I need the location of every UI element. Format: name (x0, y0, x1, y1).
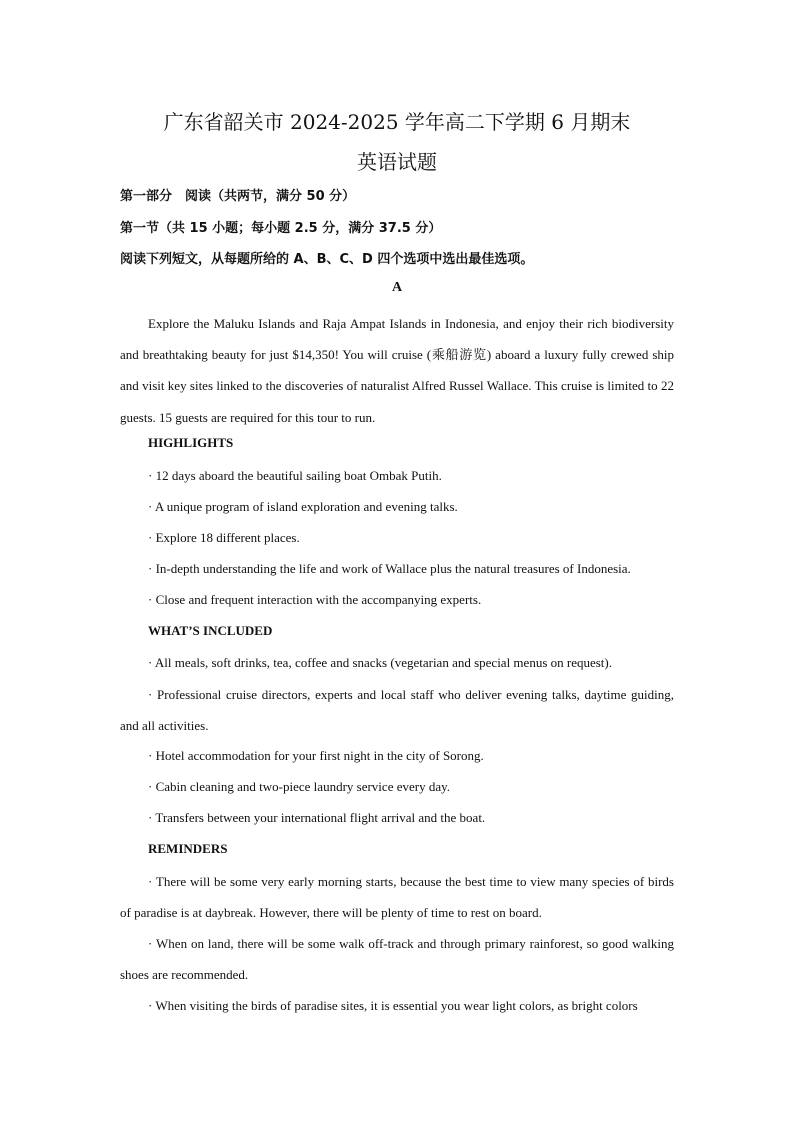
highlight-item: · Explore 18 different places. (148, 530, 300, 545)
directions: 阅读下列短文，从每题所给的 A、B、C、D 四个选项中选出最佳选项。 (120, 252, 534, 267)
passage-label: A (391, 280, 403, 295)
included-item: · All meals, soft drinks, tea, coffee and snacks (vegetarian and special menus on request). (148, 655, 612, 670)
highlight-item: · In-depth understanding the life and work of Wallace plus the natural treasures of Indonesia. (148, 561, 631, 576)
reminders-heading: REMINDERS (148, 841, 228, 856)
part-instruction: 第一部分 阅读（共两节，满分 50 分） (120, 189, 356, 204)
reminder-item: · When on land, there will be some walk off-track and through primary rainforest, so good walking shoes are recommended. (120, 936, 674, 983)
included-item: · Cabin cleaning and two-piece laundry service every day. (148, 779, 451, 794)
highlight-item: · A unique program of island exploration and evening talks. (148, 499, 458, 514)
reminder-item: · There will be some very early morning starts, because the best time to view many species of birds of paradise is at daybreak. However, there will be plenty of time to rest on board. (120, 874, 674, 921)
exam-subtitle: 英语试题 (357, 150, 437, 174)
included-item: · Professional cruise directors, experts and local staff who deliver evening talks, daytime guiding, and all activities. (120, 687, 674, 734)
highlight-item: · 12 days aboard the beautiful sailing boat Ombak Putih. (148, 468, 442, 483)
highlights-heading: HIGHLIGHTS (148, 435, 234, 450)
exam-title: 广东省韶关市 2024-2025 学年高二下学期 6 月期末 (163, 110, 631, 134)
reminder-item: · When visiting the birds of paradise sites, it is essential you wear light colors, as bright colors (148, 998, 638, 1013)
included-heading: WHAT’S INCLUDED (148, 623, 273, 638)
section-instruction: 第一节（共 15 小题；每小题 2.5 分，满分 37.5 分） (120, 221, 442, 236)
passage-intro: Explore the Maluku Islands and Raja Ampat Islands in Indonesia, and enjoy their rich biodiversity and breathtaking beauty for just $14,350! You will cruise (乘船游览) aboard a luxury fully crewed ship and visit key sites linked to the discoveries of naturalist Alfred Russel Wallace. This cruise is limited to 22 guests. 15 guests are required for this tour to run. (120, 316, 674, 425)
highlight-item: · Close and frequent interaction with the accompanying experts. (148, 592, 482, 607)
included-item: · Transfers between your international flight arrival and the boat. (148, 810, 486, 825)
included-item: · Hotel accommodation for your first night in the city of Sorong. (148, 748, 484, 763)
